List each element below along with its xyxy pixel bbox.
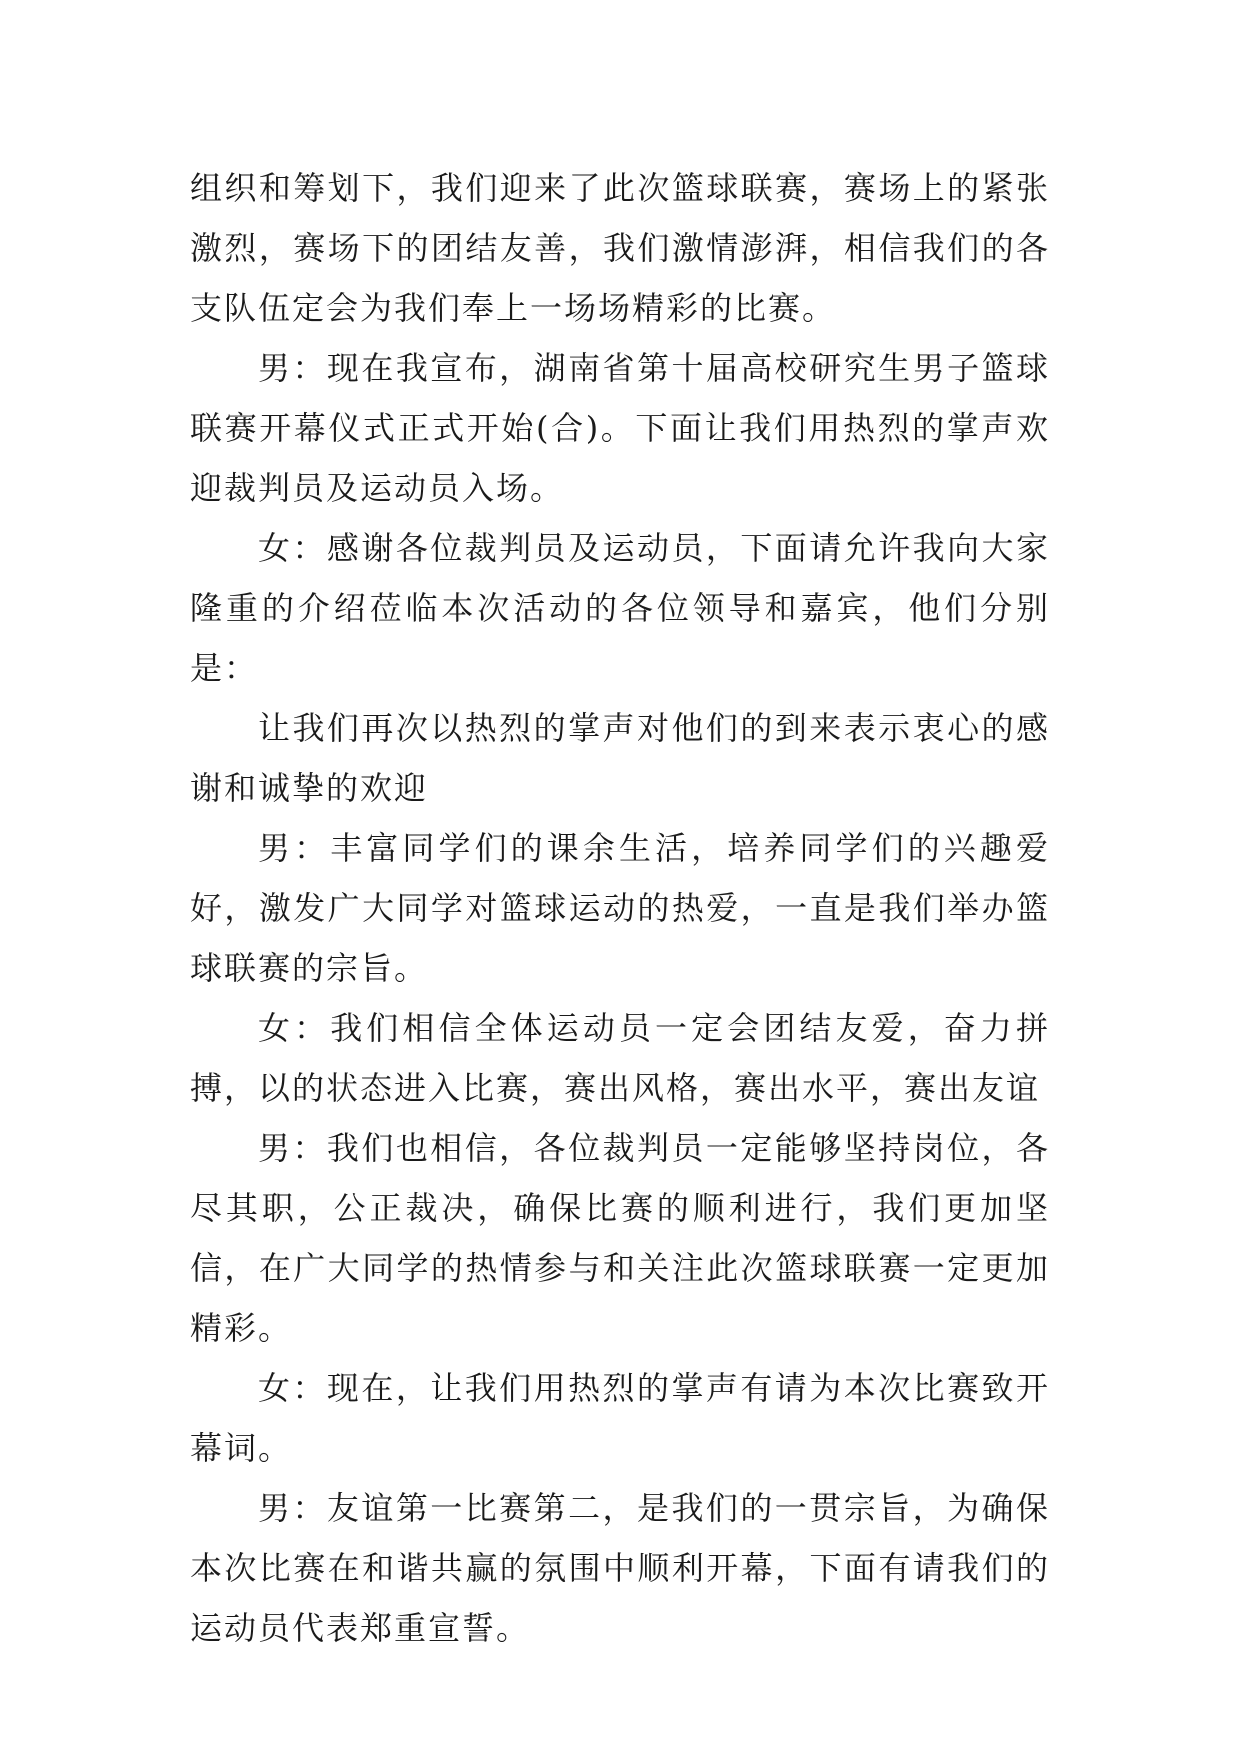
paragraph: 男：丰富同学们的课余生活，培养同学们的兴趣爱好，激发广大同学对篮球运动的热爱，一直是我们举办篮球联赛的宗旨。 [190,829,1050,987]
paragraph: 男：友谊第一比赛第二，是我们的一贯宗旨，为确保本次比赛在和谐共赢的氛围中顺利开幕，下面有请我们的运动员代表郑重宣誓。 [190,1489,1050,1647]
paragraph: 女：现在，让我们用热烈的掌声有请为本次比赛致开幕词。 [190,1369,1050,1467]
paragraph: 男：我们也相信，各位裁判员一定能够坚持岗位，各尽其职，公正裁决，确保比赛的顺利进行，我们更加坚信，在广大同学的热情参与和关注此次篮球联赛一定更加精彩。 [190,1129,1050,1347]
paragraph: 男：现在我宣布，湖南省第十届高校研究生男子篮球联赛开幕仪式正式开始(合)。下面让我们用热烈的掌声欢迎裁判员及运动员入场。 [190,349,1050,507]
paragraph: 组织和筹划下，我们迎来了此次篮球联赛，赛场上的紧张激烈，赛场下的团结友善，我们激情澎湃，相信我们的各支队伍定会为我们奉上一场场精彩的比赛。 [190,169,1050,327]
document-body [190,158,1050,1658]
paragraph: 让我们再次以热烈的掌声对他们的到来表示衷心的感谢和诚挚的欢迎 [190,709,1050,807]
paragraph: 女：感谢各位裁判员及运动员，下面请允许我向大家隆重的介绍莅临本次活动的各位领导和嘉宾，他们分别是： [190,529,1050,687]
paragraph: 女：我们相信全体运动员一定会团结友爱，奋力拼搏，以的状态进入比赛，赛出风格，赛出水平，赛出友谊 [190,1009,1050,1107]
